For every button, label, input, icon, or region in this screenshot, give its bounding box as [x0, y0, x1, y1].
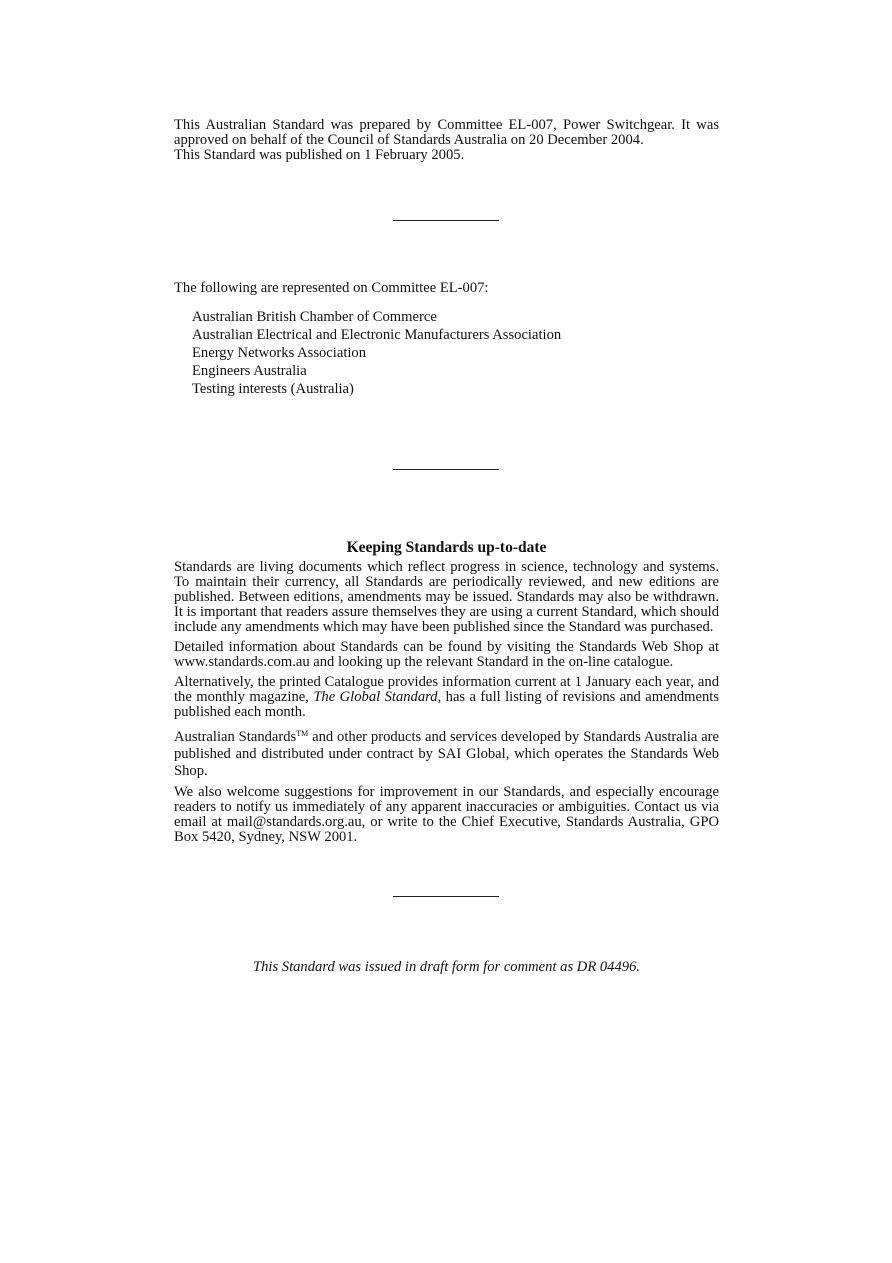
committee-member: Australian Electrical and Electronic Manufacturers Association	[192, 327, 562, 343]
document-page	[174, 118, 719, 975]
trademark-mark: TM	[296, 729, 309, 738]
paragraph-web-shop: Detailed information about Standards can be found by visiting the Standards Web Shop at www.standards.com.au and looking up the relevant Standard in the on-line catalogue.	[174, 639, 719, 670]
committee-member: Energy Networks Association	[192, 345, 367, 361]
section-heading: Keeping Standards up-to-date	[346, 539, 547, 556]
approval-statement: This Australian Standard was prepared by Committee EL-007, Power Switchgear. It was approved on behalf of the Council of Standards Australia on 20 December 2004.	[174, 117, 719, 148]
publication-date: This Standard was published on 1 February 2005.	[174, 147, 465, 163]
committee-member: Australian British Chamber of Commerce	[192, 309, 437, 325]
paragraph-catalogue: Alternatively, the printed Catalogue provides information current at 1 January each year, and the monthly magazine, The Global Standard, has a full listing of revisions and amendments published each month.	[174, 674, 719, 720]
committee-member: Testing interests (Australia)	[192, 381, 354, 397]
draft-note: This Standard was issued in draft form for comment as DR 04496.	[252, 959, 641, 975]
paragraph-suggestions: We also welcome suggestions for improvement in our Standards, and especially encourage readers to notify us immediately of any apparent inaccuracies or ambiguities. Contact us via email at mail@standards.org.au, or write to the Chief Executive, Standards Australia, GPO Box 5420, Sydney, NSW 2001.	[174, 784, 719, 845]
separator-rule	[393, 896, 499, 897]
paragraph-sai-global: Australian Standards™ and other products and services developed by Standards Australia are published and distributed under contract by SAI Global, which operates the Standards Web Shop.	[174, 729, 720, 779]
committee-intro: The following are represented on Committee EL-007:	[174, 280, 489, 296]
paragraph-living-documents: Standards are living documents which reflect progress in science, technology and systems. To maintain their currency, all Standards are periodically reviewed, and new editions are published. Between editions, amendments may be issued. Standards may also be withdrawn. It is important that readers assure themselves they are using a current Standard, which should include any amendments which may have been published since the Standard was purchased.	[174, 559, 719, 635]
committee-member: Engineers Australia	[192, 363, 307, 379]
magazine-title: The Global Standard	[313, 689, 438, 705]
committee-member-list	[174, 308, 719, 398]
separator-rule	[393, 220, 499, 221]
separator-rule	[393, 469, 499, 470]
